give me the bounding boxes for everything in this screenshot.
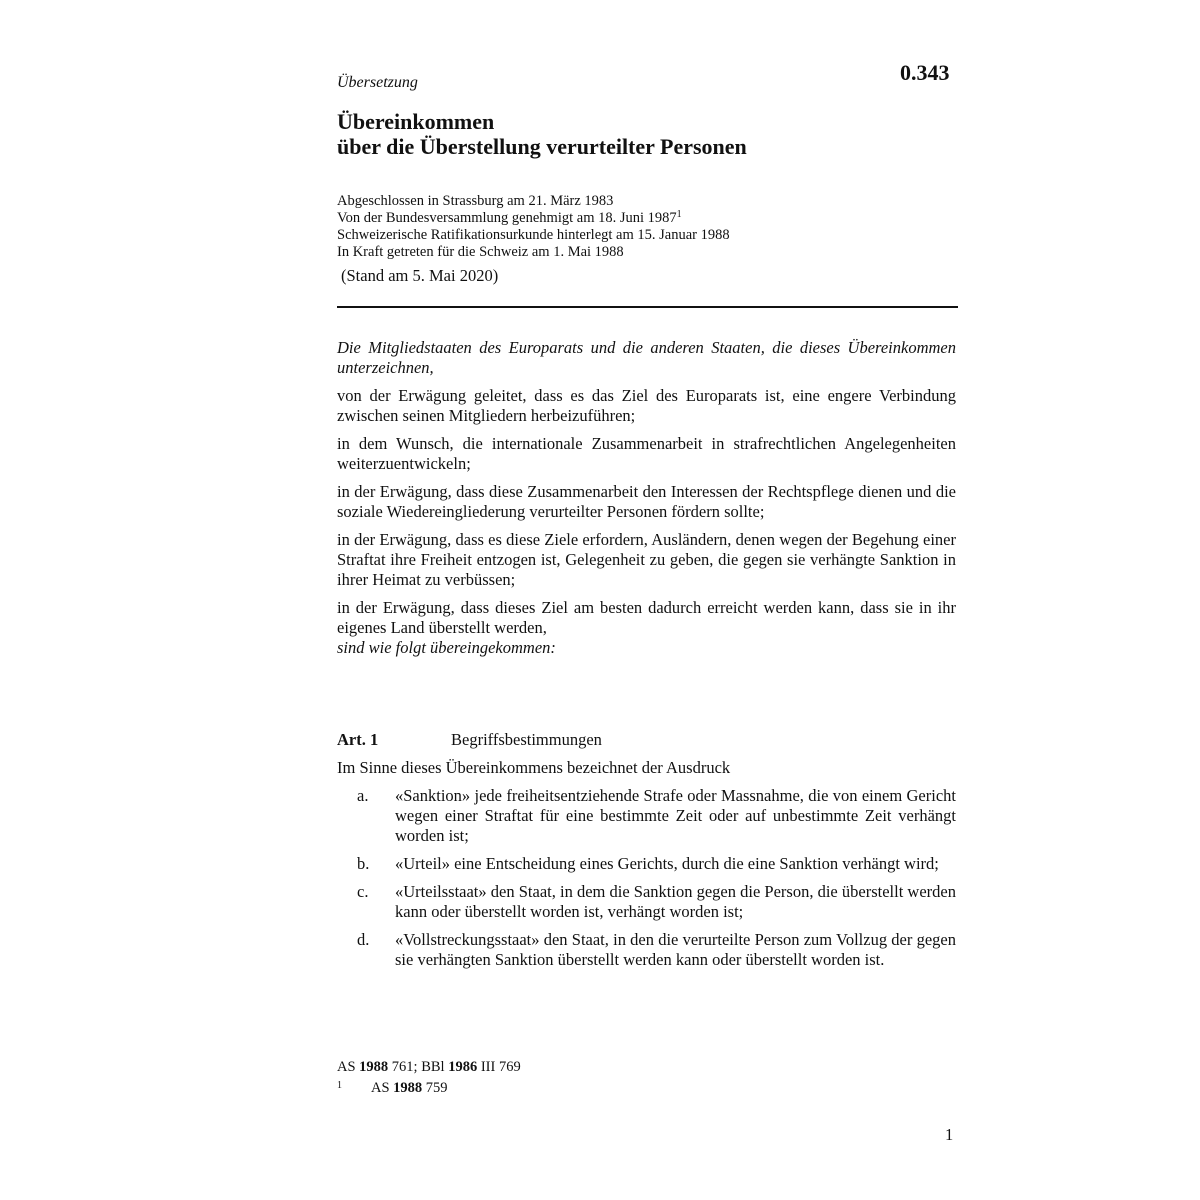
status-date: (Stand am 5. Mai 2020): [341, 266, 499, 285]
definition-item: [357, 786, 956, 846]
definition-text: «Urteil» eine Entscheidung eines Gerichts, durch die eine Sanktion verhängt wird;: [395, 854, 939, 873]
sr-number: 0.343: [900, 60, 950, 85]
preamble: [337, 338, 956, 666]
source-reference: AS 1988 761; BBl 1986 III 769: [337, 1059, 521, 1075]
article-title: Begriffsbestimmungen: [451, 730, 602, 749]
preamble-paragraph: in dem Wunsch, die internationale Zusammenarbeit in strafrechtlichen Angelegenheiten weiterzuentwickeln;: [337, 434, 956, 473]
concluded-date: Abgeschlossen in Strassburg am 21. März 1983: [337, 193, 614, 209]
definition-text: «Sanktion» jede freiheitsentziehende Strafe oder Massnahme, die von einem Gericht wegen einer Straftat für eine bestimmte Zeit oder auf unbestimmte Zeit verhängt worden ist;: [395, 786, 956, 845]
preamble-paragraph: in der Erwägung, dass es diese Ziele erfordern, Ausländern, denen wegen der Begehung einer Straftat ihre Freiheit entzogen ist, Gelegenheit zu geben, die gegen sie verhängte Sanktion in ihrer Heimat zu verbüssen;: [337, 530, 956, 589]
definition-item: [357, 930, 956, 970]
definition-text: «Urteilsstaat» den Staat, in dem die Sanktion gegen die Person, die überstellt werden kann oder überstellt worden ist, verhängt worden ist;: [395, 882, 956, 921]
page-number: 1: [945, 1125, 954, 1144]
in-force-date: In Kraft getreten für die Schweiz am 1. Mai 1988: [337, 244, 624, 260]
definition-text: «Vollstreckungsstaat» den Staat, in den die verurteilte Person zum Vollzug der gegen sie verhängten Sanktion überstellt werden kann oder überstellt worden ist.: [395, 930, 956, 969]
preamble-closing: sind wie folgt übereingekommen:: [337, 638, 556, 657]
article-intro: Im Sinne dieses Übereinkommens bezeichnet der Ausdruck: [337, 758, 731, 777]
definition-label: a.: [357, 786, 369, 805]
preamble-paragraph: von der Erwägung geleitet, dass es das Ziel des Europarats ist, eine engere Verbindung zwischen seinen Mitgliedern herbeizuführen;: [337, 386, 956, 425]
definition-item: [357, 882, 956, 922]
article-heading: [337, 730, 602, 750]
definition-list: [357, 786, 956, 978]
translation-note: Übersetzung: [337, 74, 418, 91]
title-line-2: über die Überstellung verurteilter Personen: [337, 134, 747, 159]
footnote-1: 1 AS 1988 759: [337, 1080, 448, 1096]
preamble-paragraph: in der Erwägung, dass dieses Ziel am besten dadurch erreicht werden kann, dass sie in ihr eigenes Land überstellt werden,: [337, 598, 956, 637]
footnote-mark: 1: [337, 1080, 342, 1091]
article-number: Art. 1: [337, 730, 379, 749]
definition-label: d.: [357, 930, 370, 949]
preamble-paragraph: in der Erwägung, dass diese Zusammenarbeit den Interessen der Rechtspflege dienen und die soziale Wiedereingliederung verurteilter Personen fördern sollte;: [337, 482, 956, 521]
title-line-1: Übereinkommen: [337, 109, 495, 134]
horizontal-rule: [337, 306, 958, 308]
footnote-ref[interactable]: 1: [676, 209, 682, 220]
definition-label: c.: [357, 882, 369, 901]
definition-label: b.: [357, 854, 370, 873]
definition-item: [357, 854, 956, 874]
preamble-intro: Die Mitgliedstaaten des Europarats und die anderen Staaten, die dieses Übereinkommen unterzeichnen,: [337, 338, 956, 377]
ratification-date: Schweizerische Ratifikationsurkunde hinterlegt am 15. Januar 1988: [337, 227, 730, 243]
document-title: [337, 109, 747, 159]
approved-date: Von der Bundesversammlung genehmigt am 18. Juni 1987$^1$: [337, 209, 682, 226]
metadata-block: [337, 193, 730, 261]
